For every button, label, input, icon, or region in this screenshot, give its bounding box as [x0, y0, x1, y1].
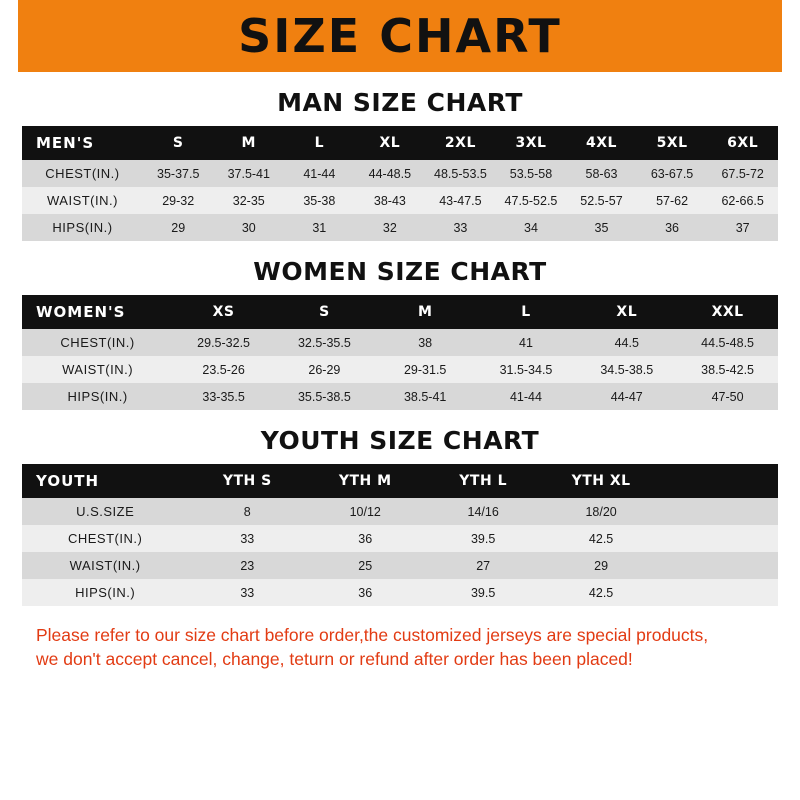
men-row-header: MEN'S — [22, 126, 143, 160]
table-cell: 37 — [707, 214, 778, 241]
column-header: XS — [173, 295, 274, 329]
table-cell: 62-66.5 — [707, 187, 778, 214]
table-cell: 30 — [214, 214, 285, 241]
table-cell: 33 — [425, 214, 496, 241]
table-cell: 34.5-38.5 — [576, 356, 677, 383]
row-label: U.S.SIZE — [22, 498, 188, 525]
table-cell: 53.5-58 — [496, 160, 567, 187]
table-cell: 23 — [188, 552, 306, 579]
row-label: CHEST(IN.) — [22, 160, 143, 187]
table-cell: 38.5-42.5 — [677, 356, 778, 383]
table-cell: 44.5 — [576, 329, 677, 356]
column-header-empty — [660, 464, 778, 498]
table-row — [22, 329, 778, 356]
row-label: HIPS(IN.) — [22, 214, 143, 241]
table-cell: 52.5-57 — [566, 187, 637, 214]
table-header-row — [22, 464, 778, 498]
footer-note-line1: Please refer to our size chart before order,the customized jerseys are special products, — [36, 625, 709, 645]
table-cell: 44-48.5 — [355, 160, 426, 187]
footer-note — [22, 624, 778, 671]
table-header-row — [22, 295, 778, 329]
band-notch-left — [0, 0, 18, 72]
table-cell: 41-44 — [284, 160, 355, 187]
men-table-body — [22, 160, 778, 241]
youth-row-header: YOUTH — [22, 464, 188, 498]
column-header: M — [214, 126, 285, 160]
table-cell: 8 — [188, 498, 306, 525]
table-cell: 67.5-72 — [707, 160, 778, 187]
table-cell: 43-47.5 — [425, 187, 496, 214]
men-size-table — [22, 126, 778, 241]
row-label: CHEST(IN.) — [22, 525, 188, 552]
column-header: XL — [576, 295, 677, 329]
row-label: WAIST(IN.) — [22, 356, 173, 383]
table-cell: 57-62 — [637, 187, 708, 214]
table-header-row — [22, 126, 778, 160]
table-cell: 35 — [566, 214, 637, 241]
table-cell: 39.5 — [424, 525, 542, 552]
table-cell: 37.5-41 — [214, 160, 285, 187]
table-row — [22, 525, 778, 552]
table-cell: 18/20 — [542, 498, 660, 525]
table-cell-empty — [660, 579, 778, 606]
section-men — [22, 88, 778, 241]
column-header: XXL — [677, 295, 778, 329]
table-cell: 23.5-26 — [173, 356, 274, 383]
table-cell: 10/12 — [306, 498, 424, 525]
column-header: YTH M — [306, 464, 424, 498]
table-row — [22, 498, 778, 525]
section-title-women: WOMEN SIZE CHART — [253, 257, 547, 286]
table-cell: 25 — [306, 552, 424, 579]
table-cell: 33 — [188, 525, 306, 552]
table-cell: 47.5-52.5 — [496, 187, 567, 214]
column-header: M — [375, 295, 476, 329]
table-cell: 14/16 — [424, 498, 542, 525]
women-row-header: WOMEN'S — [22, 295, 173, 329]
section-women — [22, 257, 778, 410]
row-label: CHEST(IN.) — [22, 329, 173, 356]
column-header: XL — [355, 126, 426, 160]
table-cell: 44.5-48.5 — [677, 329, 778, 356]
band-notch-right — [782, 0, 800, 72]
men-table-head — [22, 126, 778, 160]
table-cell: 38.5-41 — [375, 383, 476, 410]
table-cell: 38 — [375, 329, 476, 356]
table-cell: 36 — [637, 214, 708, 241]
column-header: L — [284, 126, 355, 160]
footer-note-line2: we don't accept cancel, change, teturn or refund after order has been placed! — [36, 648, 633, 669]
table-cell: 42.5 — [542, 579, 660, 606]
table-cell: 39.5 — [424, 579, 542, 606]
section-title-men: MAN SIZE CHART — [277, 88, 523, 117]
table-cell-empty — [660, 552, 778, 579]
table-cell: 36 — [306, 579, 424, 606]
youth-table-head — [22, 464, 778, 498]
column-header: S — [143, 126, 214, 160]
table-cell: 41-44 — [476, 383, 577, 410]
column-header: 2XL — [425, 126, 496, 160]
row-label: HIPS(IN.) — [22, 579, 188, 606]
column-header: 6XL — [707, 126, 778, 160]
table-cell: 44-47 — [576, 383, 677, 410]
table-row — [22, 356, 778, 383]
table-cell: 33-35.5 — [173, 383, 274, 410]
youth-table-body — [22, 498, 778, 606]
row-label: WAIST(IN.) — [22, 187, 143, 214]
table-cell: 29-31.5 — [375, 356, 476, 383]
women-table-head — [22, 295, 778, 329]
women-size-table — [22, 295, 778, 410]
table-cell: 29.5-32.5 — [173, 329, 274, 356]
table-cell: 27 — [424, 552, 542, 579]
table-cell: 35-37.5 — [143, 160, 214, 187]
youth-size-table — [22, 464, 778, 606]
table-cell: 32.5-35.5 — [274, 329, 375, 356]
column-header: L — [476, 295, 577, 329]
table-cell: 32-35 — [214, 187, 285, 214]
table-cell: 63-67.5 — [637, 160, 708, 187]
column-header: 3XL — [496, 126, 567, 160]
table-cell-empty — [660, 525, 778, 552]
row-label: HIPS(IN.) — [22, 383, 173, 410]
table-cell: 29-32 — [143, 187, 214, 214]
table-row — [22, 187, 778, 214]
row-label: WAIST(IN.) — [22, 552, 188, 579]
page-title: SIZE CHART — [238, 9, 562, 63]
column-header: S — [274, 295, 375, 329]
table-cell: 26-29 — [274, 356, 375, 383]
table-row — [22, 160, 778, 187]
column-header: YTH S — [188, 464, 306, 498]
table-cell: 47-50 — [677, 383, 778, 410]
table-cell: 48.5-53.5 — [425, 160, 496, 187]
women-table-body — [22, 329, 778, 410]
table-cell: 35-38 — [284, 187, 355, 214]
table-cell: 35.5-38.5 — [274, 383, 375, 410]
column-header: YTH XL — [542, 464, 660, 498]
column-header: 4XL — [566, 126, 637, 160]
table-row — [22, 383, 778, 410]
table-cell: 36 — [306, 525, 424, 552]
table-cell: 31.5-34.5 — [476, 356, 577, 383]
content — [0, 88, 800, 671]
table-row — [22, 552, 778, 579]
section-title-youth: YOUTH SIZE CHART — [260, 426, 540, 455]
table-cell: 58-63 — [566, 160, 637, 187]
table-cell: 42.5 — [542, 525, 660, 552]
header-band — [0, 0, 800, 72]
table-cell: 29 — [542, 552, 660, 579]
table-cell: 41 — [476, 329, 577, 356]
column-header: YTH L — [424, 464, 542, 498]
table-cell: 34 — [496, 214, 567, 241]
table-row — [22, 214, 778, 241]
table-cell: 38-43 — [355, 187, 426, 214]
table-cell-empty — [660, 498, 778, 525]
table-row — [22, 579, 778, 606]
table-cell: 29 — [143, 214, 214, 241]
column-header: 5XL — [637, 126, 708, 160]
table-cell: 31 — [284, 214, 355, 241]
table-cell: 33 — [188, 579, 306, 606]
table-cell: 32 — [355, 214, 426, 241]
section-youth — [22, 426, 778, 606]
